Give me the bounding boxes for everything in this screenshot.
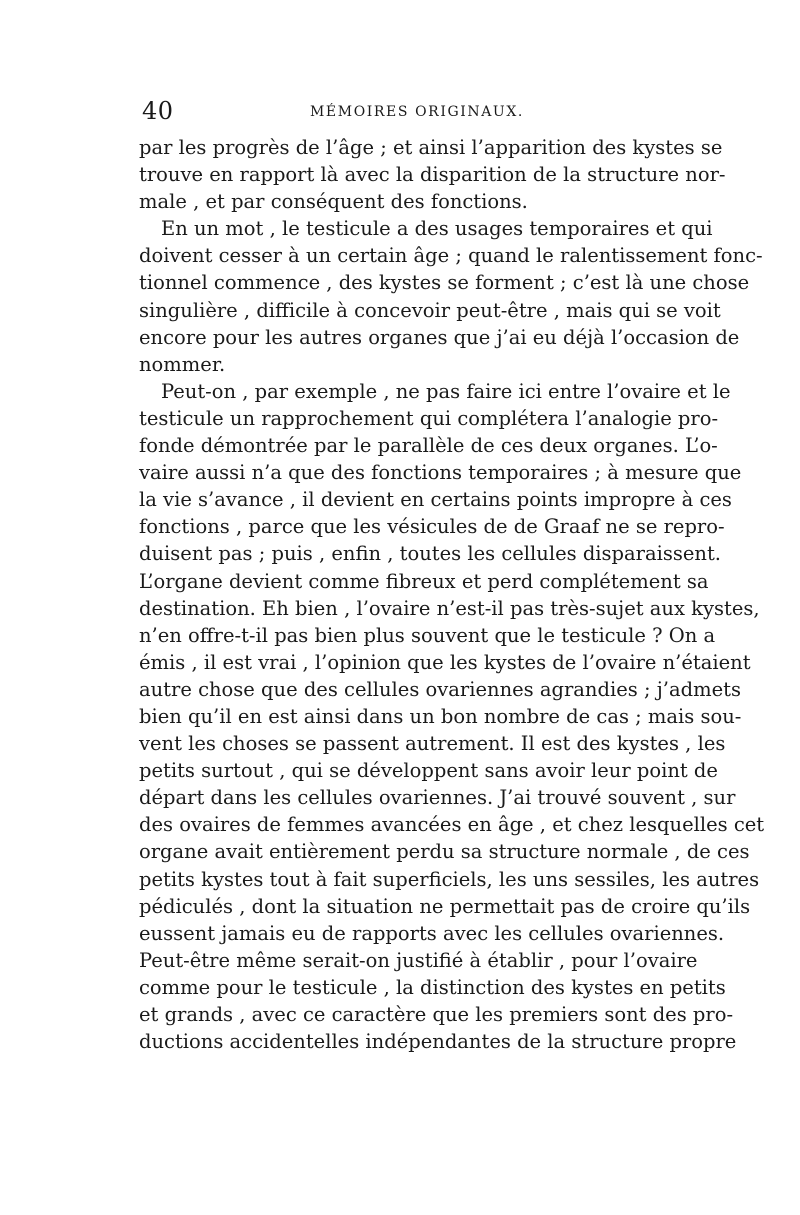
page-number: 40: [142, 97, 174, 125]
text-line: En un mot , le testicule a des usages temporaires et qui: [161, 217, 713, 241]
text-line: vent les choses se passent autrement. Il est des kystes , les: [139, 732, 726, 756]
text-line: des ovaires de femmes avancées en âge , et chez lesquelles cet: [139, 813, 765, 837]
running-head: [136, 96, 666, 126]
text-line: petits kystes tout à fait superficiels, les uns sessiles, les autres: [139, 867, 760, 891]
text-line: L’organe devient comme fibreux et perd complétement sa: [139, 569, 709, 593]
text-line: par les progrès de l’âge ; et ainsi l’apparition des kystes se: [139, 136, 723, 159]
text-line: singulière , difficile à concevoir peut-être , mais qui se voit: [139, 298, 721, 322]
text-line: et grands , avec ce caractère que les premiers sont des pro-: [139, 1003, 734, 1026]
text-line: départ dans les cellules ovariennes. J’ai trouvé souvent , sur: [139, 786, 736, 810]
text-line: fonde démontrée par le parallèle de ces deux organes. L’o-: [139, 434, 718, 458]
text-line: trouve en rapport là avec la disparition de la structure nor-: [139, 163, 726, 187]
running-title: MÉMOIRES ORIGINAUX.: [310, 104, 524, 120]
text-line: encore pour les autres organes que j’ai eu déjà l’occasion de: [139, 325, 740, 349]
text-line: organe avait entièrement perdu sa structure normale , de ces: [139, 840, 750, 864]
text-line: duisent pas ; puis , enfin , toutes les cellules disparaissent.: [139, 542, 721, 566]
text-line: vaire aussi n’a que des fonctions temporaires ; à mesure que: [139, 461, 742, 485]
text-line: Peut-on , par exemple , ne pas faire ici entre l’ovaire et le: [161, 379, 731, 403]
text-line: pédiculés , dont la situation ne permettait pas de croire qu’ils: [139, 894, 751, 918]
text-line: doivent cesser à un certain âge ; quand le ralentissement fonc-: [139, 244, 763, 268]
text-line: comme pour le testicule , la distinction des kystes en petits: [139, 975, 726, 999]
text-line: fonctions , parce que les vésicules de de Graaf ne se repro-: [139, 515, 725, 539]
text-line: Peut-être même serait-on justifié à établir , pour l’ovaire: [139, 948, 698, 972]
body-text: [139, 134, 765, 1055]
text-line: autre chose que des cellules ovariennes agrandies ; j’admets: [139, 677, 741, 701]
text-line: nommer.: [139, 352, 226, 376]
text-line: ductions accidentelles indépendantes de la structure propre: [139, 1030, 737, 1054]
text-line: male , et par conséquent des fonctions.: [139, 190, 528, 214]
text-line: petits surtout , qui se développent sans avoir leur point de: [139, 759, 718, 783]
text-line: la vie s’avance , il devient en certains points impropre à ces: [139, 488, 732, 512]
text-line: émis , il est vrai , l’opinion que les kystes de l’ovaire n’étaient: [139, 650, 751, 674]
text-line: testicule un rapprochement qui complétera l’analogie pro-: [139, 406, 719, 430]
text-line: n’en offre-t-il pas bien plus souvent que le testicule ? On a: [139, 623, 716, 647]
text-line: tionnel commence , des kystes se forment ; c’est là une chose: [139, 271, 750, 295]
text-line: destination. Eh bien , l’ovaire n’est-il pas très-sujet aux kystes,: [139, 596, 760, 620]
text-line: eussent jamais eu de rapports avec les cellules ovariennes.: [139, 921, 725, 945]
text-line: bien qu’il en est ainsi dans un bon nombre de cas ; mais sou-: [139, 704, 742, 728]
